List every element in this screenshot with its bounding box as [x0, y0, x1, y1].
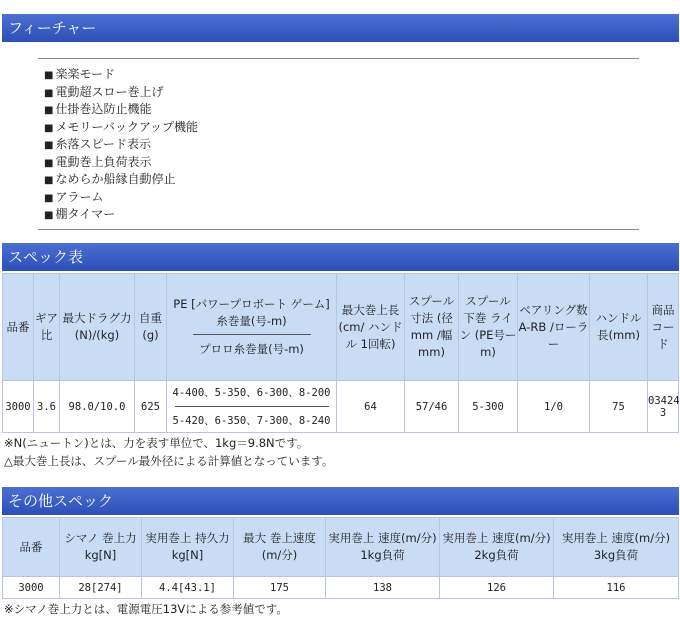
cell-power: 28[274] — [60, 577, 142, 599]
pe-value-divider — [175, 406, 329, 407]
feature-item: ■ 楽楽モード — [44, 66, 198, 84]
table-row — [3, 381, 679, 433]
cell-code: 03424 3 — [648, 381, 679, 433]
feature-item: ■ なめらか船縁自動停止 — [44, 171, 198, 189]
cell-max-retrieve: 64 — [337, 381, 405, 433]
cell-handle: 75 — [590, 381, 648, 433]
cell-model: 3000 — [3, 381, 34, 433]
prolo-capacity-label: プロロ糸巻量(号-m) — [199, 342, 304, 356]
col-code: 商品コード — [648, 274, 679, 381]
col-speed-1kg: 実用巻上 速度(m/分) 1kg負荷 — [326, 518, 440, 577]
col-endurance: 実用巻上 持久力 kg[N] — [142, 518, 234, 577]
col-handle: ハンドル長(mm) — [590, 274, 648, 381]
col-drag: 最大ドラグ力(N)/(kg) — [60, 274, 135, 381]
cell-speed-3kg: 116 — [554, 577, 679, 599]
col-model: 品番 — [3, 274, 34, 381]
feature-item: ■ メモリーバックアップ機能 — [44, 119, 198, 137]
cell-gear: 3.6 — [34, 381, 60, 433]
cell-spool-line: 5-300 — [459, 381, 518, 433]
feature-item: ■ 電動巻上負荷表示 — [44, 154, 198, 172]
col-model: 品番 — [3, 518, 60, 577]
cell-speed-1kg: 138 — [326, 577, 440, 599]
feature-item: ■ 電動超スロー巻上げ — [44, 84, 198, 102]
cell-spool: 57/46 — [405, 381, 459, 433]
spec-header: スペック表 — [2, 243, 679, 271]
features-divider-top — [38, 58, 639, 59]
cell-endurance: 4.4[43.1] — [142, 577, 234, 599]
spec-note: △最大巻上長は、スプール最外径による計算値となっています。 — [4, 454, 334, 468]
other-spec-note: ※シマノ巻上力とは、電源電圧13Vによる参考値です。 — [4, 602, 288, 616]
col-max-retrieve: 最大巻上長(cm/ ハンドル 1回転) — [337, 274, 405, 381]
features-header: フィーチャー — [2, 14, 679, 42]
feature-item: ■ アラーム — [44, 189, 198, 207]
pe-capacity-label: PE [パワープロボート ゲーム] 糸巻量(号-m) — [173, 297, 330, 328]
feature-item: ■ 棚タイマー — [44, 206, 198, 224]
col-power: シマノ 巻上力 kg[N] — [60, 518, 142, 577]
spec-note: ※N(ニュートン)とは、力を表す単位で、1kg＝9.8Nです。 — [4, 436, 309, 450]
other-spec-table — [2, 517, 679, 599]
col-speed-2kg: 実用巻上 速度(m/分) 2kg負荷 — [440, 518, 554, 577]
spec-header-row — [3, 274, 679, 381]
col-bearing: ベアリング数 A-RB /ローラー — [518, 274, 590, 381]
spec-table — [2, 273, 679, 433]
features-divider-bottom — [38, 229, 639, 230]
other-spec-header: その他スペック — [2, 487, 679, 515]
cell-model: 3000 — [3, 577, 60, 599]
col-weight: 自重(g) — [135, 274, 167, 381]
cell-max-speed: 175 — [234, 577, 326, 599]
col-speed-3kg: 実用巻上 速度(m/分) 3kg負荷 — [554, 518, 679, 577]
col-gear: ギア比 — [34, 274, 60, 381]
table-row — [3, 577, 679, 599]
prolo-capacity-value: 5-420、6-350、7-300、8-240 — [172, 415, 331, 427]
col-pe — [167, 274, 337, 381]
cell-weight: 625 — [135, 381, 167, 433]
col-max-speed: 最大 巻上速度 (m/分) — [234, 518, 326, 577]
pe-capacity-value: 4-400、5-350、6-300、8-200 — [172, 387, 331, 399]
feature-item: ■ 仕掛巻込防止機能 — [44, 101, 198, 119]
col-spool-line: スプール 下巻 ライン (PE号ーm) — [459, 274, 518, 381]
col-spool: スプール 寸法 (径mm /幅mm) — [405, 274, 459, 381]
feature-list — [44, 66, 198, 224]
cell-speed-2kg: 126 — [440, 577, 554, 599]
cell-drag: 98.0/10.0 — [60, 381, 135, 433]
other-header-row — [3, 518, 679, 577]
cell-pe — [167, 381, 337, 433]
cell-bearing: 1/0 — [518, 381, 590, 433]
feature-item: ■ 糸落スピード表示 — [44, 136, 198, 154]
